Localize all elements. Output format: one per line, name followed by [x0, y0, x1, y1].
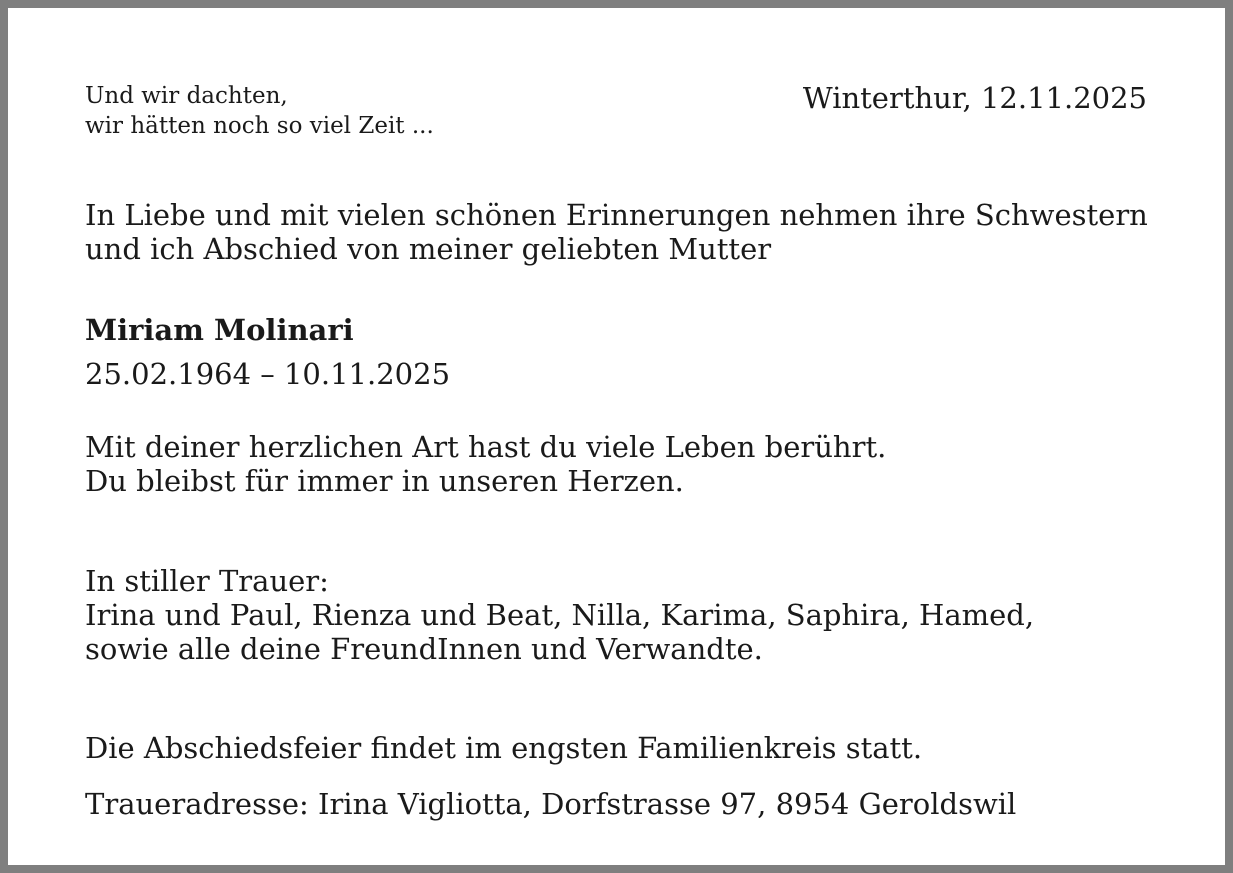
- motto-line-1: Und wir dachten,: [85, 83, 288, 109]
- motto: [85, 81, 434, 141]
- motto-line-2: wir hätten noch so viel Zeit ...: [85, 113, 434, 139]
- intro-line-2: und ich Abschied von meiner geliebten Mutter: [85, 232, 772, 266]
- intro-text: [85, 198, 1148, 266]
- tribute-text: [85, 430, 886, 498]
- obituary-card: [8, 8, 1225, 865]
- mourners-line-1: Irina und Paul, Rienza und Beat, Nilla, Karima, Saphira, Hamed,: [85, 598, 1035, 632]
- ceremony-notice: Die Abschiedsfeier findet im engsten Familienkreis statt.: [85, 731, 923, 765]
- place-date: Winterthur, 12.11.2025: [802, 81, 1147, 115]
- mourners-heading: In stiller Trauer:: [85, 564, 329, 598]
- tribute-line-1: Mit deiner herzlichen Art hast du viele Leben berührt.: [85, 430, 887, 464]
- mourning-address: Traueradresse: Irina Vigliotta, Dorfstrasse 97, 8954 Geroldswil: [85, 787, 1017, 821]
- life-dates: 25.02.1964 – 10.11.2025: [85, 357, 451, 391]
- intro-line-1: In Liebe und mit vielen schönen Erinnerungen nehmen ihre Schwestern: [85, 198, 1148, 232]
- mourners-section: [85, 564, 1034, 666]
- mourners-line-2: sowie alle deine FreundInnen und Verwandte.: [85, 632, 763, 666]
- tribute-line-2: Du bleibst für immer in unseren Herzen.: [85, 464, 684, 498]
- deceased-name: Miriam Molinari: [85, 313, 354, 347]
